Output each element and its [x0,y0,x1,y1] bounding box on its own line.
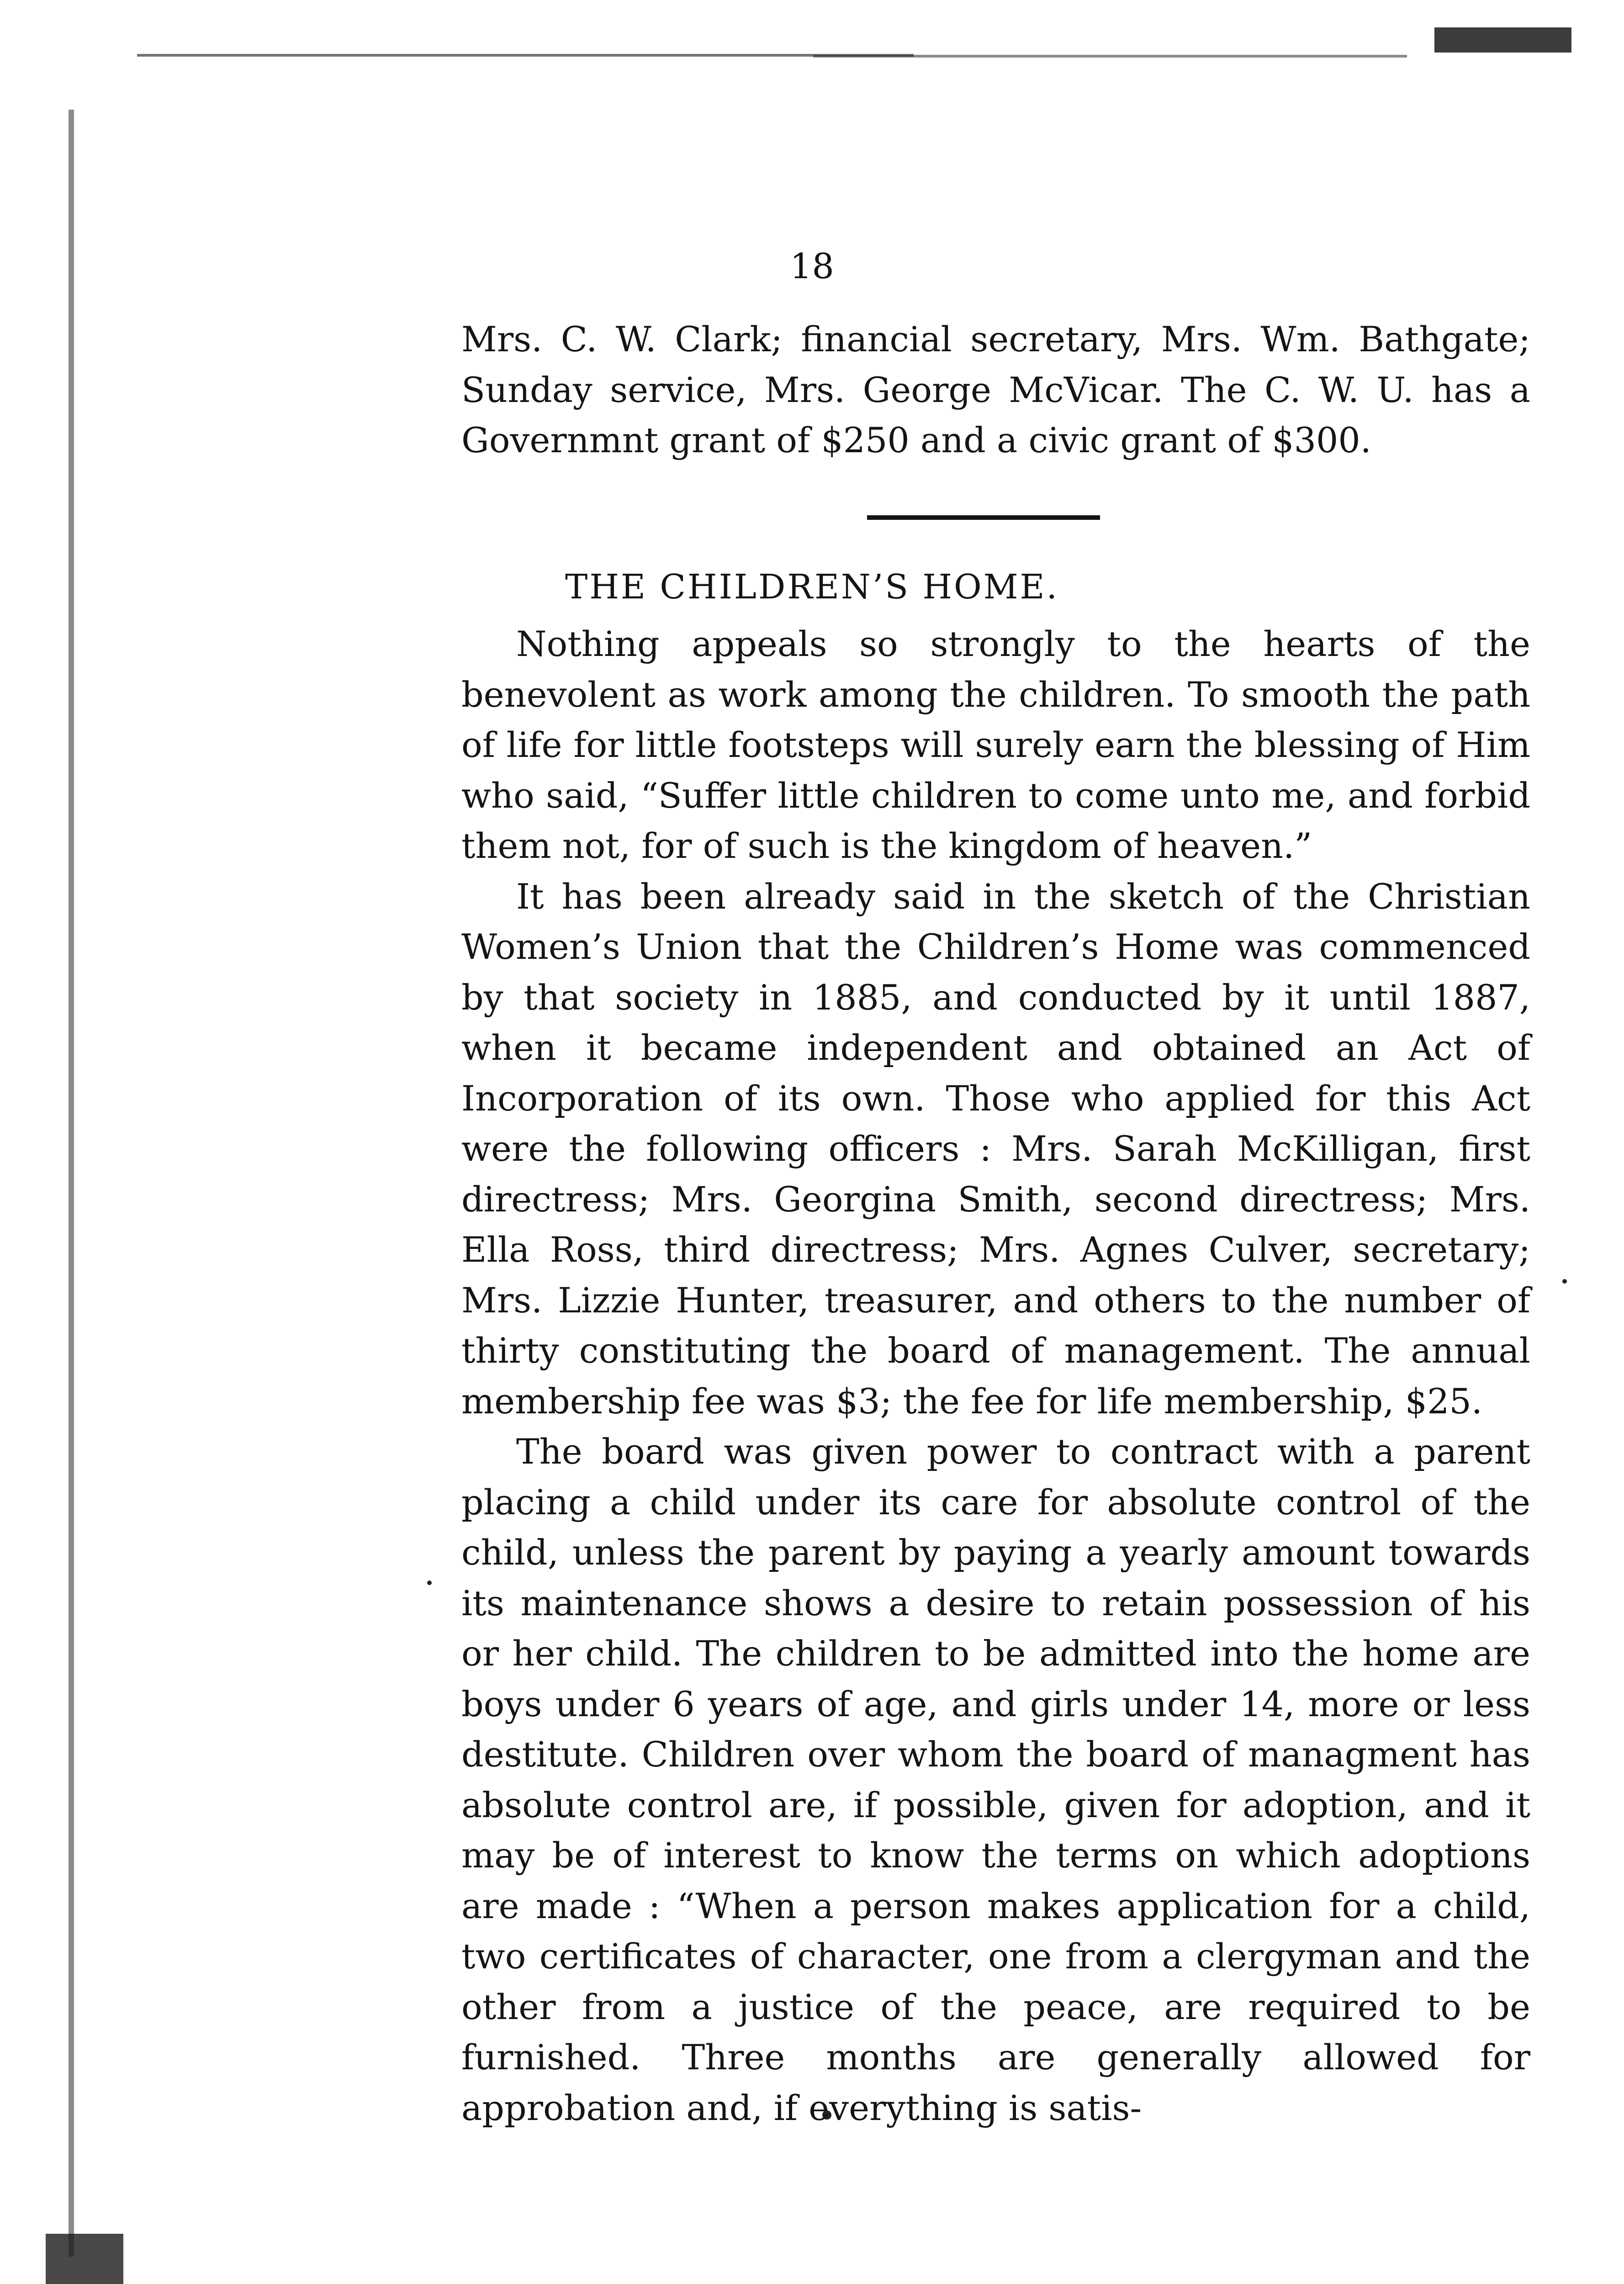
scan-binding-blot-bottom [46,2234,123,2284]
continued-paragraph [461,314,1530,466]
page-number: 18 [790,246,834,286]
scan-speck [427,1581,432,1585]
section-heading: THE CHILDREN’S HOME. [565,567,1059,607]
scan-top-edge-line-right [813,55,1407,58]
scan-binding-edge [69,110,74,2257]
scan-top-edge-line [137,54,914,57]
paragraph: It has been already said in the sketch of the Christian Women’s Union that the Children’s Home was commenced by that society in 1885, and conducted by it until 1887, when it became independent and obtained an Act of Incorporation of its own. Those who applied for this Act were the following officers : Mrs. Sarah McKilligan, first directress; Mrs. Georgina Smith, second directress; Mrs. Ella Ross, third directress; Mrs. Agnes Culver, secretary; Mrs. Lizzie Hunter, treasurer, and others to the number of thirty constituting the board of management. The annual membership fee was $3; the fee for life membership, $25. [461,876,1530,1422]
paragraph: Nothing appeals so strongly to the hearts of the benevolent as work among the children. To smooth the path of life for little footsteps will surely earn the blessing of Him who said, “Suffer little children to come unto me, and forbid them not, for of such is the kingdom of heaven.” [461,624,1530,866]
section-divider [867,515,1100,520]
paragraph: Mrs. C. W. Clark; financial secretary, Mrs. Wm. Bathgate; Sunday service, Mrs. George McVicar. The C. W. U. has a Governmnt grant of $250 and a civic grant of $300. [461,319,1530,460]
section-body [461,619,1530,2133]
paragraph: The board was given power to contract with a parent placing a child under its care for absolute control of the child, unless the parent by paying a yearly amount towards its maintenance shows a desire to retain possession of his or her child. The children to be admitted into the home are boys under 6 years of age, and girls under 14, more or less destitute. Children over whom the board of managment has absolute control are, if possible, given for adoption, and it may be of interest to know the terms on which adoptions are made : “When a person makes application for a child, two certificates of character, one from a clergyman and the other from a justice of the peace, are required to be furnished. Three months are generally allowed for approbation and, if everything is satis- [461,1431,1530,2128]
scan-corner-blot [1434,27,1571,53]
scan-speck [1562,1279,1567,1284]
